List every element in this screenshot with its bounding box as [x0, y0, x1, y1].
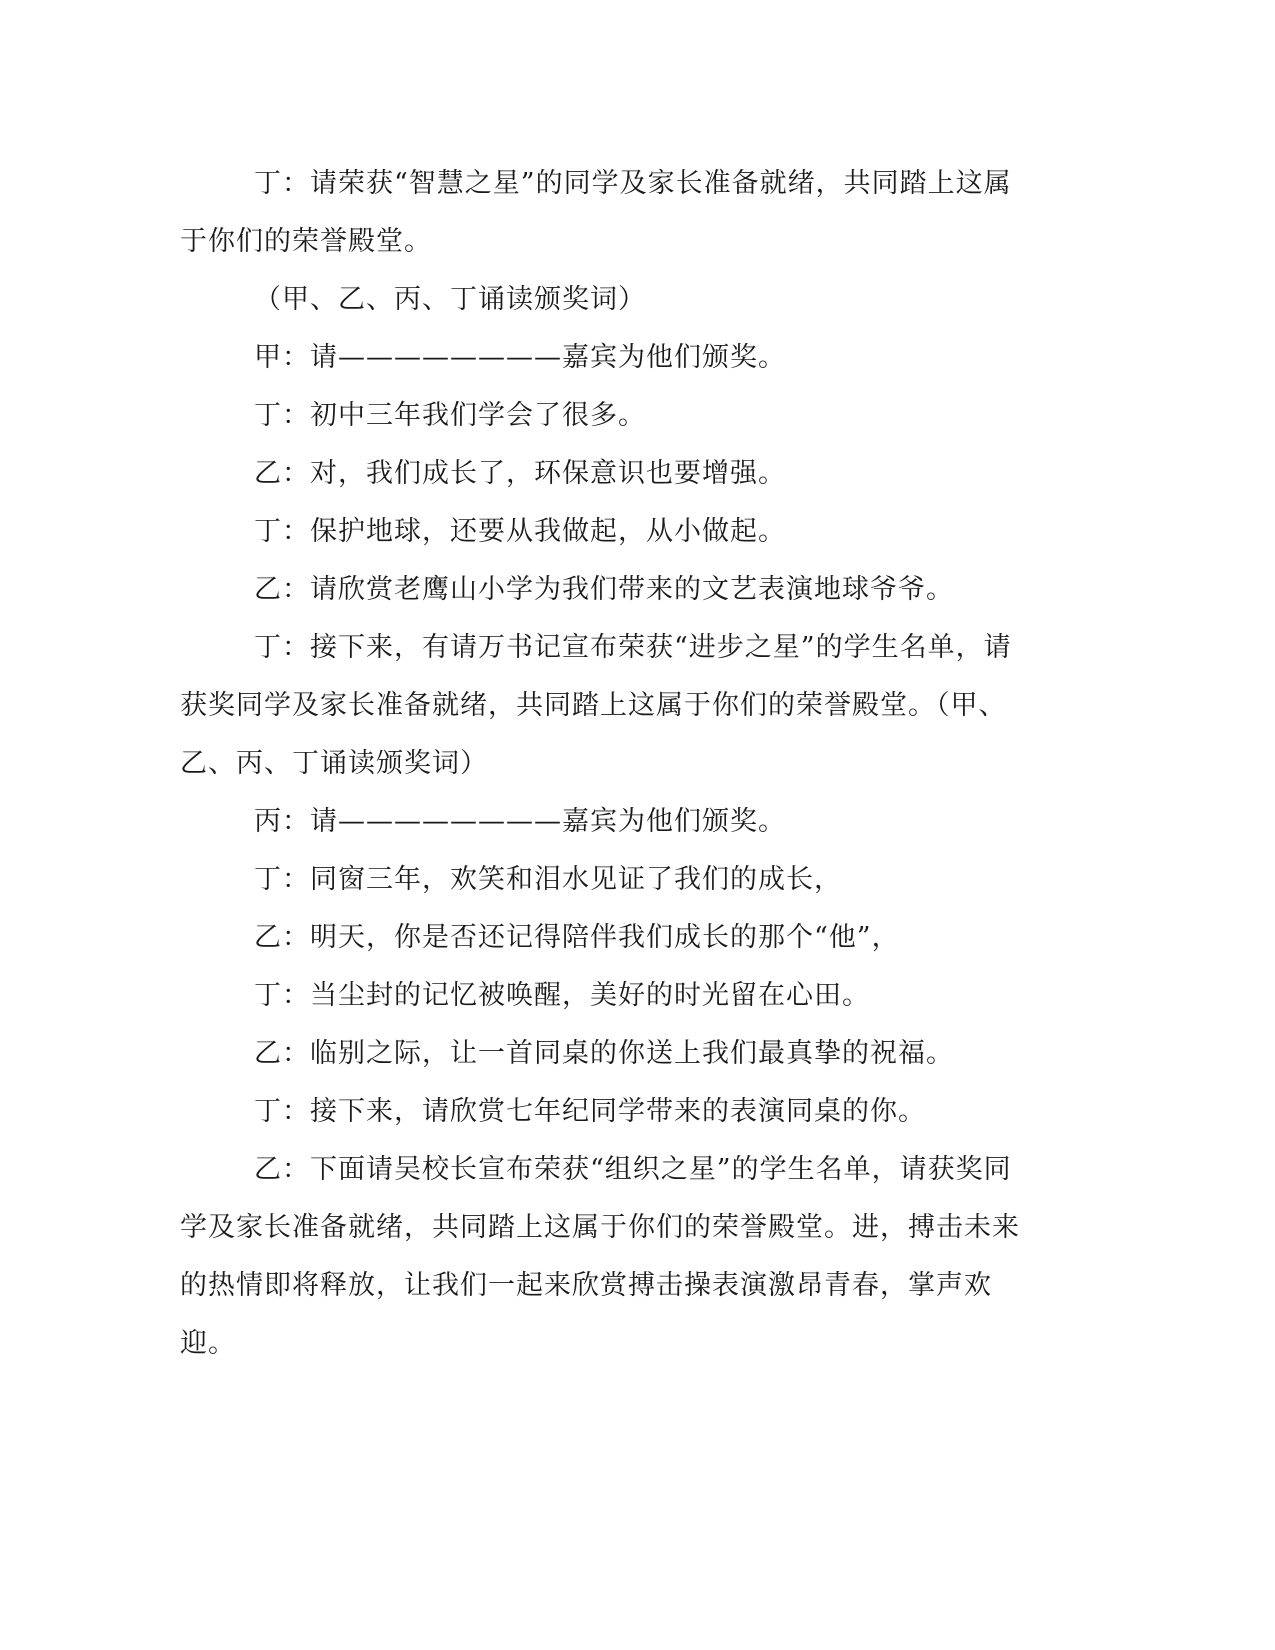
- paragraph: 丁：请荣获“智慧之星”的同学及家长准备就绪，共同踏上这属于你们的荣誉殿堂。: [180, 168, 1012, 257]
- paragraph: 丁：接下来，有请万书记宣布荣获“进步之星”的学生名单，请获奖同学及家长准备就绪，共同踏上这属于你们的荣誉殿堂。（甲、乙、丙、丁诵读颁奖词）: [180, 632, 1012, 779]
- paragraph: 乙：明天，你是否还记得陪伴我们成长的那个“他”，: [254, 922, 900, 953]
- paragraph: 丁：接下来，请欣赏七年纪同学带来的表演同桌的你。: [254, 1096, 926, 1127]
- paragraph: 甲：请————————嘉宾为他们颁奖。: [254, 342, 786, 373]
- paragraph: 丁：同窗三年，欢笑和泪水见证了我们的成长，: [254, 864, 842, 895]
- paragraph: 乙：请欣赏老鹰山小学为我们带来的文艺表演地球爷爷。: [254, 574, 954, 605]
- paragraph: 丁：保护地球，还要从我做起，从小做起。: [254, 516, 786, 547]
- paragraph: 乙：下面请吴校长宣布荣获“组织之星”的学生名单，请获奖同学及家长准备就绪，共同踏上这属于你们的荣誉殿堂。进，搏击未来的热情即将释放，让我们一起来欣赏搏击操表演激昂青春，掌声欢迎。: [180, 1154, 1020, 1359]
- paragraph: 丁：初中三年我们学会了很多。: [254, 400, 646, 431]
- stage-direction: （甲、乙、丙、丁诵读颁奖词）: [254, 284, 646, 315]
- paragraph: 乙：临别之际，让一首同桌的你送上我们最真挚的祝福。: [254, 1038, 954, 1069]
- paragraph: 乙：对，我们成长了，环保意识也要增强。: [254, 458, 786, 489]
- paragraph: 丁：当尘封的记忆被唤醒，美好的时光留在心田。: [254, 980, 870, 1011]
- paragraph: 丙：请————————嘉宾为他们颁奖。: [254, 806, 786, 837]
- document-body: [180, 155, 1022, 1373]
